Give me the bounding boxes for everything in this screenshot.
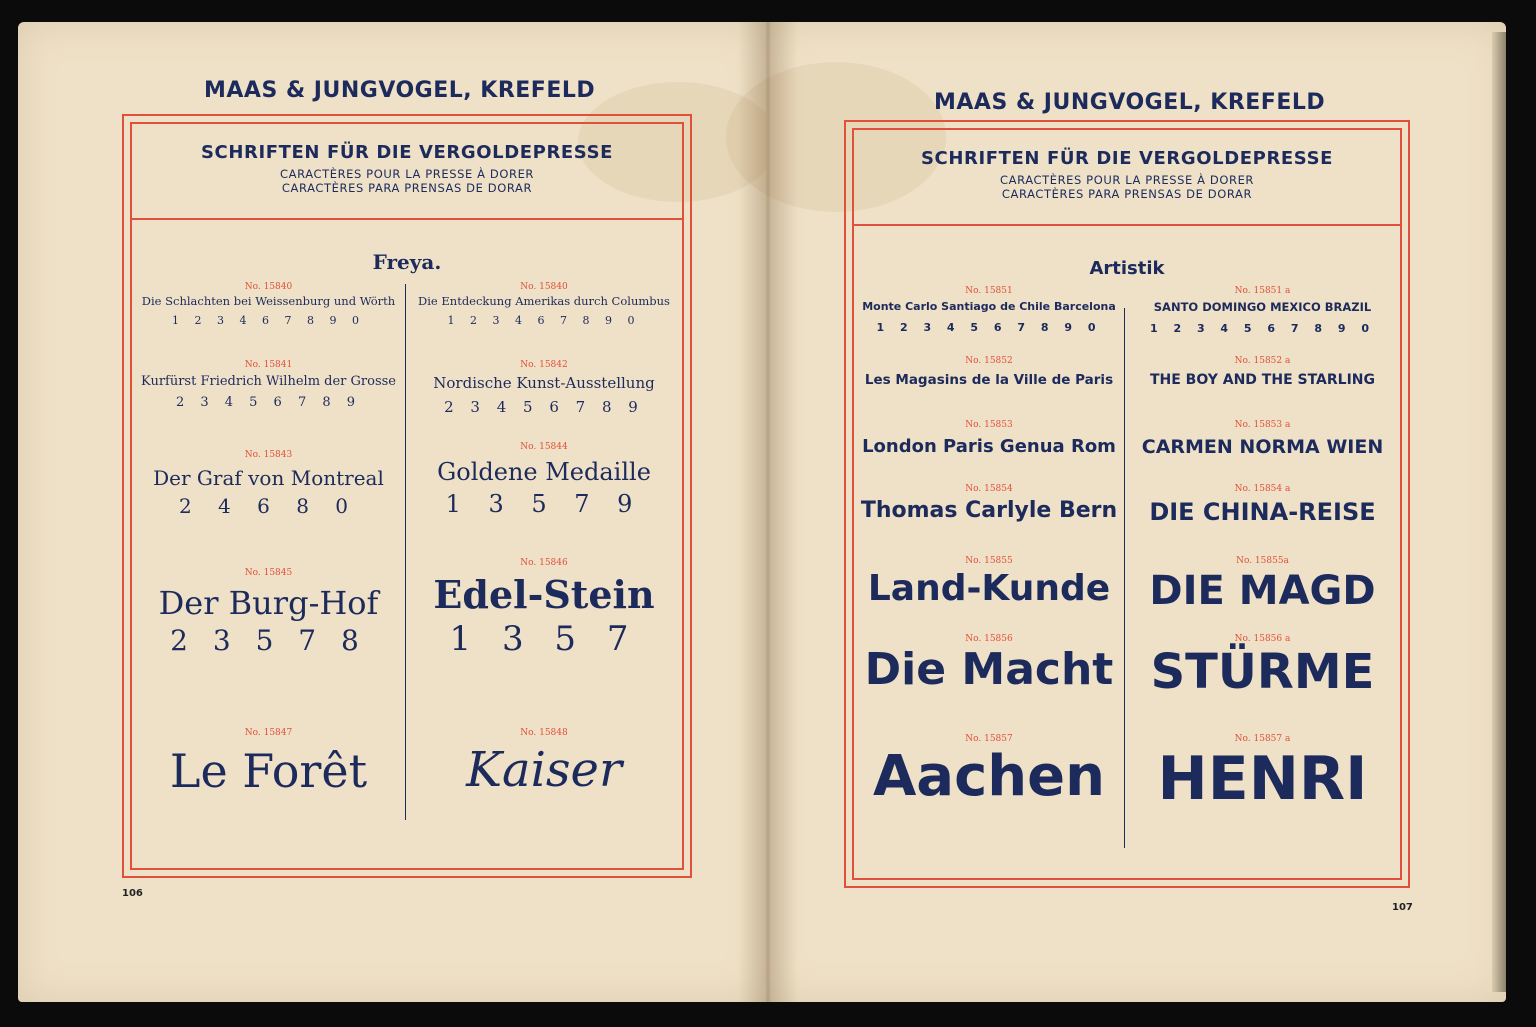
outer-frame (844, 120, 1410, 888)
specimen-sample: Der Graf von Montreal (153, 466, 384, 490)
specimen (1125, 420, 1400, 458)
subtitle-fr: CARACTÈRES POUR LA PRESSE À DORER (999, 173, 1255, 187)
specimen (132, 568, 405, 657)
specimen-number: No. 15844 (520, 442, 568, 452)
specimen-sample: Aachen (872, 744, 1106, 809)
page-number: 106 (122, 888, 143, 899)
specimen-digits: 2 4 6 8 0 (178, 494, 359, 518)
specimen-sample: Nordische Kunst-Ausstellung (433, 374, 655, 392)
specimen (854, 484, 1124, 523)
specimen-digits: 1 3 5 7 9 (445, 490, 643, 518)
specimen-sample: London Paris Genua Rom (862, 436, 1116, 457)
font-name: Artistik (1089, 258, 1165, 279)
specimen-digits: 2 3 4 5 6 7 8 9 (444, 398, 644, 416)
title-box (854, 130, 1400, 226)
specimen (854, 634, 1124, 695)
specimen (1125, 356, 1400, 388)
specimen-digits: 2 3 4 5 6 7 8 9 (175, 395, 362, 410)
specimen-sample: Kaiser (466, 742, 622, 798)
specimen-number: No. 15856 (965, 634, 1013, 644)
specimen-sample: Die Macht (864, 644, 1114, 695)
specimen-sample: Les Magasins de la Ville de Paris (864, 372, 1114, 388)
specimen (406, 442, 682, 518)
specimen-number: No. 15846 (520, 558, 568, 568)
specimen-sample: DIE MAGD (1149, 568, 1376, 614)
specimen-sample: Land-Kunde (867, 568, 1111, 609)
specimen-number: No. 15855a (1236, 556, 1289, 566)
specimen-number: No. 15857 a (1234, 734, 1291, 744)
subtitle-fr: CARACTÈRES POUR LA PRESSE À DORER (279, 167, 535, 181)
specimen (1125, 734, 1400, 814)
specimen-digits: 1 2 3 4 5 6 7 8 9 0 (876, 321, 1102, 334)
subtitle-es: CARACTÈRES PARA PRENSAS DE DORAR (281, 181, 533, 195)
specimen-sample: Die Schlachten bei Weissenburg und Wörth (141, 294, 396, 308)
specimen-sample: CARMEN NORMA WIEN (1141, 436, 1384, 458)
page-header: MAAS & JUNGVOGEL, KREFELD (934, 90, 1326, 115)
specimen-sample: Goldene Medaille (437, 458, 651, 486)
specimen-number: No. 15843 (244, 450, 293, 460)
title: SCHRIFTEN FÜR DIE VERGOLDEPRESSE (200, 142, 614, 163)
title: SCHRIFTEN FÜR DIE VERGOLDEPRESSE (920, 148, 1334, 169)
specimen-number: No. 15841 (244, 360, 293, 370)
specimen-sample: Der Burg-Hof (158, 584, 379, 622)
specimen-number: No. 15853 a (1234, 420, 1291, 430)
specimen-sample: Le Forêt (169, 744, 368, 798)
specimen (1125, 286, 1400, 335)
specimen-number: No. 15852 (965, 356, 1013, 366)
specimen-number: No. 15842 (520, 360, 568, 370)
specimen-number: No. 15840 (244, 282, 293, 292)
page-number: 107 (1392, 902, 1413, 913)
specimen-number: No. 15852 a (1234, 356, 1291, 366)
specimen-number: No. 15845 (244, 568, 293, 578)
specimen-number: No. 15848 (520, 728, 568, 738)
specimen (1125, 634, 1400, 700)
specimen (406, 728, 682, 798)
specimen-sample: STÜRME (1150, 644, 1375, 700)
specimen (132, 728, 405, 798)
specimen-number: No. 15853 (965, 420, 1013, 430)
specimen-number: No. 15855 (965, 556, 1013, 566)
specimen (854, 556, 1124, 609)
specimen (132, 360, 405, 410)
page-header: MAAS & JUNGVOGEL, KREFELD (204, 78, 596, 103)
page-106 (18, 22, 766, 1002)
subtitle-es: CARACTÈRES PARA PRENSAS DE DORAR (1001, 187, 1253, 201)
specimen (406, 282, 682, 327)
specimen-sample: HENRI (1157, 744, 1368, 814)
inner-frame (852, 128, 1402, 880)
specimen-number: No. 15847 (244, 728, 293, 738)
specimen (1125, 556, 1400, 614)
specimen-number: No. 15854 a (1234, 484, 1291, 494)
specimen-sample: Thomas Carlyle Bern (860, 498, 1118, 523)
specimen-number: No. 15854 (965, 484, 1013, 494)
specimen-digits: 1 2 3 4 5 6 7 8 9 0 (1149, 322, 1375, 335)
inner-frame (130, 122, 684, 870)
specimen-number: No. 15851 a (1234, 286, 1291, 296)
book-edge-right (1492, 32, 1506, 992)
book-gutter (738, 22, 798, 1002)
outer-frame (122, 114, 692, 878)
specimen-number: No. 15851 (965, 286, 1013, 296)
specimen (854, 420, 1124, 457)
specimen-sample: Kurfürst Friedrich Wilhelm der Grosse (141, 374, 396, 389)
specimen-sample: Monte Carlo Santiago de Chile Barcelona (862, 300, 1116, 313)
specimen (132, 450, 405, 518)
specimen-sample: THE BOY AND THE STARLING (1149, 372, 1376, 388)
specimen-digits: 1 2 3 4 6 7 8 9 0 (447, 314, 641, 327)
page-107 (766, 22, 1506, 1002)
specimen-digits: 1 3 5 7 (449, 619, 639, 659)
title-box (132, 124, 682, 220)
specimen (406, 558, 682, 659)
open-book (18, 22, 1518, 1022)
specimen (854, 286, 1124, 334)
specimen-sample: Edel-Stein (433, 572, 655, 617)
specimen-digits: 1 2 3 4 6 7 8 9 0 (172, 314, 365, 327)
specimen-sample: Die Entdeckung Amerikas durch Columbus (418, 294, 670, 308)
specimen-number: No. 15840 (520, 282, 568, 292)
specimen-sample: DIE CHINA-REISE (1149, 498, 1376, 526)
specimen-number: No. 15856 a (1234, 634, 1291, 644)
specimen-digits: 2 3 5 7 8 (170, 624, 367, 657)
font-name: Freya. (372, 250, 442, 274)
specimen-number: No. 15857 (965, 734, 1013, 744)
specimen (132, 282, 405, 327)
specimen (854, 734, 1124, 809)
specimen (1125, 484, 1400, 526)
specimen-sample: SANTO DOMINGO MEXICO BRAZIL (1153, 300, 1372, 314)
specimen (406, 360, 682, 416)
specimen (854, 356, 1124, 388)
